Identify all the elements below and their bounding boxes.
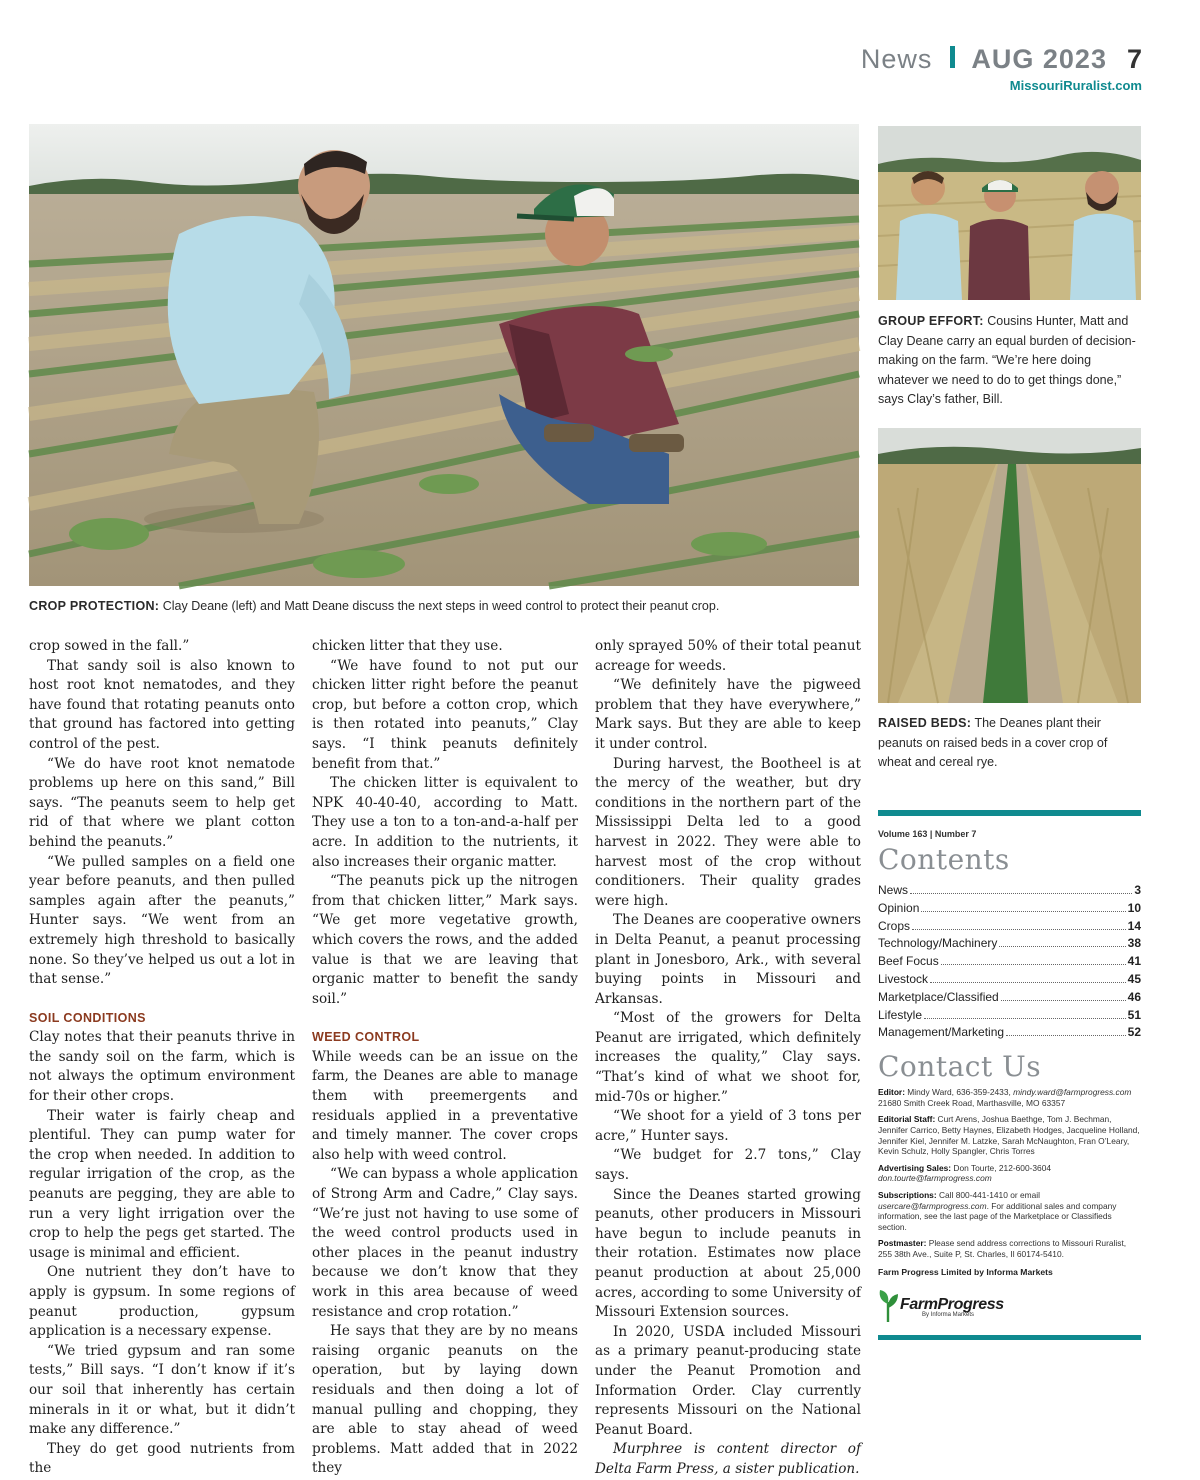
toc-leader (1001, 1000, 1126, 1001)
toc-leader (912, 929, 1126, 930)
paragraph: Since the Deanes started growing peanuts, other producers in Missouri have begun to include peanuts in their rotation. Estimates now place peanut production at about 25,000 acres, according to some University of Missouri Extension sources. (595, 1186, 861, 1321)
ads-text: Don Tourte, 212-600-3604 (951, 1162, 1052, 1173)
section-name: News (860, 44, 933, 74)
paragraph: “We definitely have the pigweed problem that they have everywhere,” Mark says. But they are able to keep it under control. (595, 677, 861, 752)
paragraph: They do get good nutrients from the (29, 1440, 295, 1477)
caption-text: Clay Deane (left) and Matt Deane discuss the next steps in weed control to protect their peanut crop. (159, 599, 720, 613)
editor-text: Mindy Ward, 636-359-2433, (904, 1087, 1014, 1098)
toc-item[interactable] (878, 882, 1141, 900)
ads-label: Advertising Sales: (878, 1162, 952, 1173)
toc-page: 38 (1127, 936, 1141, 951)
toc-page: 3 (1134, 883, 1141, 897)
author-byline: Murphree is content director of Delta Farm Press, a sister publication. (595, 1441, 861, 1477)
section-heading-soil: SOIL CONDITIONS (29, 1010, 146, 1025)
ads-block (878, 1163, 1141, 1184)
paragraph: “We budget for 2.7 tons,” Clay says. (595, 1147, 861, 1184)
page-header (861, 44, 1142, 93)
paragraph: One nutrient they don’t have to apply is gypsum. In some regions of peanut production, gypsum application is a necessary expense. (29, 1264, 295, 1340)
staff-list: Curt Arens, Joshua Baethge, Tom J. Bechman, Jennifer Carrico, Betty Haynes, Elizabeth Hodges, Jacqueline Holland, Jennifer Kiel, Jennifer M. Latzke, Sarah McNaughton, Fran O’Leary, Kevin Schulz, Holly Spangler, Chris Torres (878, 1114, 1140, 1157)
group-effort-caption (878, 312, 1141, 410)
crop-protection-photo (29, 124, 859, 586)
toc-page: 14 (1127, 918, 1141, 933)
caption-heading: RAISED BEDS: (878, 716, 972, 730)
paragraph: “We do have root knot nematode problems up here on this sand,” Bill says. “The peanuts seem to help get rid of that where we plant cotton behind the peanuts.” (29, 755, 295, 850)
toc-page: 45 (1127, 971, 1141, 986)
ads-email-link[interactable]: don.tourte@farmprogress.com (878, 1173, 992, 1184)
paragraph: While weeds can be an issue on the farm, the Deanes are able to manage them with preemergents and residuals applied in a preventative and timely manner. The cover crops also help with weed control. (312, 1048, 578, 1163)
contents-title: Contents (878, 843, 1010, 876)
toc-page: 51 (1127, 1007, 1141, 1022)
article-column-3 (595, 637, 861, 1480)
paragraph: During harvest, the Bootheel is at the mercy of the weather, but dry conditions in the northern part of the Mississippi Delta led to a good harvest in 2022. They were able to harvest most of the crop without conditioners. Their quality grades were high. (595, 755, 861, 909)
toc-leader (999, 946, 1125, 947)
sidebar-top-rule (878, 810, 1141, 816)
toc-item[interactable] (878, 989, 1141, 1007)
page-number: 7 (1126, 44, 1142, 74)
toc-item[interactable] (878, 900, 1141, 918)
toc-page: 46 (1127, 989, 1141, 1004)
toc-leader (924, 1018, 1126, 1019)
paragraph: He says that they are by no means raising organic peanuts on the operation, but by laying down residuals and then doing a lot of manual pulling and chopping, they are able to stay ahead of weed problems. Matt added that in 2022 they (312, 1323, 578, 1477)
logo-name: FarmProgress (900, 1296, 1004, 1314)
caption-heading: CROP PROTECTION: (29, 599, 160, 613)
paragraph: “The peanuts pick up the nitrogen from that chicken litter,” Mark says. “We get more vegetative growth, which covers the rows, and the added value is that we are leaving that organic matter to benefit the sandy soil.” (312, 873, 578, 1007)
issue-date: AUG 2023 (971, 44, 1107, 74)
farm-progress-logo (878, 1287, 1141, 1327)
website-link[interactable]: MissouriRuralist.com (1009, 78, 1142, 93)
paragraph: “We pulled samples on a field one year before peanuts, and then pulled samples again after the peanuts,” Hunter says. “We went from an extremely high threshold to basically none. So they’ve helped us out a lot in that sense.” (29, 853, 295, 988)
toc-page: 41 (1127, 954, 1141, 969)
toc-item[interactable] (878, 935, 1141, 953)
article-column-1 (29, 637, 295, 1479)
toc-label: Beef Focus (878, 954, 939, 969)
toc-item[interactable] (878, 1024, 1141, 1042)
paragraph: Clay notes that their peanuts thrive in the sandy soil on the farm, which is not always the optimum environment for their other crops. (29, 1029, 295, 1105)
caption-text: Cousins Hunter, Matt and Clay Deane carry an equal burden of decision-making on the farm. “We’re here doing whatever we need to do to get things done,” says Clay’s father, Bill. (878, 314, 1136, 406)
section-heading-weed: WEED CONTROL (312, 1030, 420, 1045)
toc-page: 10 (1127, 900, 1141, 915)
toc-item[interactable] (878, 953, 1141, 971)
subscriptions-block (878, 1190, 1141, 1232)
paragraph: crop sowed in the fall.” (29, 638, 190, 654)
logo-text-group (900, 1296, 1004, 1318)
paragraph: “We have found to not put our chicken litter right before the peanut crop, but before a cotton crop, which is then rotated into peanuts,” Clay says. “I think peanuts definitely benefit from that.” (312, 657, 578, 772)
subs-label: Subscriptions: (878, 1189, 937, 1200)
caption-text: The Deanes plant their peanuts on raised beds in a cover crop of wheat and cereal rye. (878, 716, 1108, 769)
editor-block (878, 1087, 1141, 1108)
toc-label: Lifestyle (878, 1007, 923, 1022)
subs-text: Call 800-441-1410 or email (936, 1189, 1040, 1200)
article-column-2 (312, 637, 578, 1479)
caption-heading: GROUP EFFORT: (878, 314, 984, 328)
paragraph: The Deanes are cooperative owners in Delta Peanut, a peanut processing plant in Jonesboro, Ark., with several buying points in Missouri and Arkansas. (595, 912, 861, 1007)
table-of-contents (878, 882, 1141, 1042)
toc-leader (1006, 1035, 1126, 1036)
sidebar (878, 810, 1141, 1340)
raised-beds-caption (878, 714, 1141, 773)
paragraph: In 2020, USDA included Missouri as a primary peanut-producing state under the Peanut Promotion and Information Order. Clay currently represents Missouri on the National Peanut Board. (595, 1323, 861, 1438)
staff-label: Editorial Staff: (878, 1114, 936, 1125)
header-divider (950, 46, 955, 68)
paragraph: “We can bypass a whole application of Strong Arm and Cadre,” Clay says. “We’re just not having to use some of the weed control products used in other places in the peanut industry because we don’t know that they work in this area because of weed resistance and crop rotation.” (312, 1166, 578, 1320)
subs-email-link[interactable]: usercare@farmprogress.com (878, 1200, 987, 1211)
paragraph: “We tried gypsum and ran some tests,” Bill says. “I don’t know if it’s our soil that inherently has certain minerals in it or what, but it didn’t make any difference.” (29, 1342, 295, 1438)
paragraph: Their water is fairly cheap and plentiful. They can pump water for the crop when needed. In addition to regular irrigation of the crop, as the peanuts are pegging, they are able to run a very light irrigation over the crop to help the pegs get started. The usage is minimal and efficient. (29, 1107, 295, 1261)
toc-label: Marketplace/Classified (878, 989, 999, 1004)
crop-protection-caption (29, 597, 859, 617)
toc-label: Crops (878, 918, 911, 933)
editor-address: 21680 Smith Creek Road, Marthasville, MO 63357 (878, 1097, 1066, 1108)
post-label: Postmaster: (878, 1238, 927, 1249)
logo-subtitle: By Informa Markets (922, 1312, 975, 1319)
volume-info: Volume 163 | Number 7 (878, 829, 977, 839)
editor-email-link[interactable]: mindy.ward@farmprogress.com (1013, 1087, 1132, 1098)
contact-info (878, 1087, 1141, 1259)
paragraph: That sandy soil is also known to host root knot nematodes, and they have found that rotating peanuts onto that ground has factored into getting control of the pest. (29, 657, 295, 752)
group-effort-photo (878, 126, 1141, 300)
toc-leader (921, 911, 1125, 912)
toc-leader (910, 893, 1132, 894)
toc-item[interactable] (878, 1007, 1141, 1025)
toc-label: News (878, 883, 909, 897)
toc-label: Technology/Machinery (878, 936, 998, 951)
paragraph: “We shoot for a yield of 3 tons per acre,” Hunter says. (595, 1108, 861, 1144)
subs-text-2: . For additional sales and company information, see the last page of the Marketplace or Classifieds section. (878, 1200, 1117, 1232)
header-line (861, 44, 1142, 75)
toc-label: Management/Marketing (878, 1025, 1005, 1040)
farm-progress-leaf-icon (878, 1288, 900, 1326)
editor-label: Editor: (878, 1087, 905, 1098)
toc-leader (941, 964, 1126, 965)
contact-title: Contact Us (878, 1050, 1042, 1084)
toc-leader (930, 982, 1126, 983)
toc-page: 52 (1127, 1025, 1141, 1040)
staff-block (878, 1114, 1141, 1156)
sidebar-bottom-rule (878, 1335, 1141, 1340)
toc-label: Livestock (878, 971, 929, 986)
toc-item[interactable] (878, 971, 1141, 989)
raised-beds-photo (878, 428, 1141, 703)
toc-item[interactable] (878, 918, 1141, 936)
paragraph: “Most of the growers for Delta Peanut are irrigated, which definitely increases the quality,” Clay says. “That’s kind of what we shoot for, mid-70s or higher.” (595, 1010, 861, 1105)
paragraph: chicken litter that they use. (312, 638, 503, 654)
post-text: Please send address corrections to Missouri Ruralist, 255 38th Ave., Suite P, St. Charles, Il 60174-5410. (878, 1238, 1127, 1259)
publisher-line: Farm Progress Limited by Informa Markets (878, 1267, 1053, 1278)
toc-label: Opinion (878, 900, 920, 915)
paragraph: The chicken litter is equivalent to NPK 40-40-40, according to Matt. They use a ton to a ton-and-a-half per acre. In addition to the nutrients, it also increases their organic matter. (312, 775, 578, 870)
postmaster-block (878, 1238, 1141, 1259)
paragraph: only sprayed 50% of their total peanut acreage for weeds. (595, 638, 861, 674)
